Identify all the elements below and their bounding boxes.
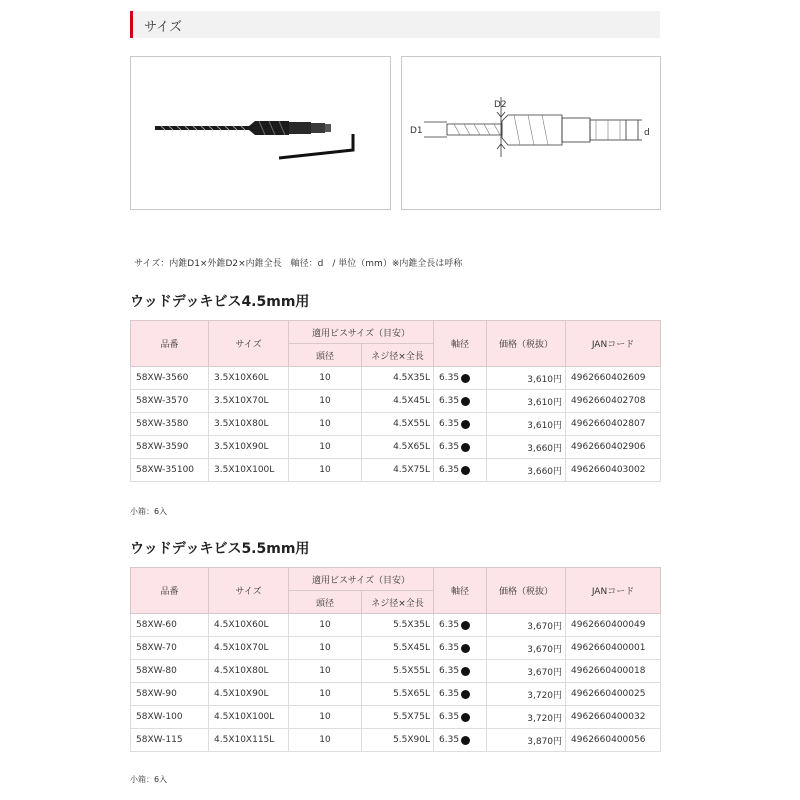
screw-size-cell: 5.5X90L <box>362 729 434 752</box>
size-cell: 3.5X10X60L <box>209 367 289 390</box>
header-part-no: 品番 <box>131 568 209 614</box>
part-number-cell: 58XW-115 <box>131 729 209 752</box>
price-cell: 3,670円 <box>487 637 566 660</box>
drill-bit-photo-icon <box>131 57 392 211</box>
size-cell: 4.5X10X115L <box>209 729 289 752</box>
jan-code-cell: 4962660402708 <box>566 390 661 413</box>
head-diameter-cell: 10 <box>289 459 362 482</box>
table-row <box>131 390 661 413</box>
part-number-cell: 58XW-60 <box>131 614 209 637</box>
spec-table-1 <box>130 320 661 482</box>
jan-code-cell: 4962660400001 <box>566 637 661 660</box>
hex-shank-icon <box>461 690 470 699</box>
screw-size-cell: 5.5X55L <box>362 660 434 683</box>
jan-code-cell: 4962660402807 <box>566 413 661 436</box>
size-cell: 4.5X10X100L <box>209 706 289 729</box>
shaft-cell <box>434 459 487 482</box>
size-note: サイズ：内錐D1×外錐D2×内錐全長 軸径：d / 単位（mm）※内錐全長は呼称 <box>134 259 463 269</box>
jan-code-cell: 4962660402906 <box>566 436 661 459</box>
shaft-cell <box>434 367 487 390</box>
header-screw-group: 適用ビスサイズ（目安） <box>289 321 434 344</box>
table-2-box-note: 小箱：6入 <box>130 775 168 784</box>
header-shaft: 軸径 <box>434 321 487 367</box>
hex-shank-icon <box>461 397 470 406</box>
part-number-cell: 58XW-3570 <box>131 390 209 413</box>
hex-shank-icon <box>461 374 470 383</box>
price-cell: 3,660円 <box>487 459 566 482</box>
jan-code-cell: 4962660400032 <box>566 706 661 729</box>
spec-table-2 <box>130 567 661 752</box>
screw-size-cell: 5.5X65L <box>362 683 434 706</box>
head-diameter-cell: 10 <box>289 390 362 413</box>
screw-size-cell: 4.5X55L <box>362 413 434 436</box>
table-row <box>131 413 661 436</box>
price-cell: 3,870円 <box>487 729 566 752</box>
shaft-cell <box>434 637 487 660</box>
part-number-cell: 58XW-35100 <box>131 459 209 482</box>
size-cell: 4.5X10X70L <box>209 637 289 660</box>
table-2-title: ウッドデッキビス5.5mm用 <box>130 541 310 557</box>
table-1-box-note: 小箱：6入 <box>130 507 168 516</box>
header-size: サイズ <box>209 568 289 614</box>
part-number-cell: 58XW-90 <box>131 683 209 706</box>
part-number-cell: 58XW-70 <box>131 637 209 660</box>
table-row <box>131 436 661 459</box>
table-1-title: ウッドデッキビス4.5mm用 <box>130 294 310 310</box>
header-screw-group: 適用ビスサイズ（目安） <box>289 568 434 591</box>
hex-shank-icon <box>461 443 470 452</box>
size-cell: 4.5X10X90L <box>209 683 289 706</box>
head-diameter-cell: 10 <box>289 706 362 729</box>
table-row <box>131 706 661 729</box>
shaft-cell <box>434 660 487 683</box>
shaft-cell <box>434 729 487 752</box>
screw-size-cell: 5.5X45L <box>362 637 434 660</box>
part-number-cell: 58XW-3560 <box>131 367 209 390</box>
screw-size-cell: 4.5X75L <box>362 459 434 482</box>
table-1-body <box>131 367 661 482</box>
size-cell: 3.5X10X80L <box>209 413 289 436</box>
table-row <box>131 683 661 706</box>
table-row <box>131 660 661 683</box>
shaft-value: 6.35 <box>439 689 460 699</box>
product-photo <box>130 56 391 210</box>
head-diameter-cell: 10 <box>289 729 362 752</box>
screw-size-cell: 5.5X75L <box>362 706 434 729</box>
header-jan: JANコード <box>566 321 661 367</box>
table-row <box>131 614 661 637</box>
table-row <box>131 729 661 752</box>
shaft-value: 6.35 <box>439 373 460 383</box>
head-diameter-cell: 10 <box>289 413 362 436</box>
shaft-value: 6.35 <box>439 442 460 452</box>
table-row <box>131 637 661 660</box>
jan-code-cell: 4962660400018 <box>566 660 661 683</box>
head-diameter-cell: 10 <box>289 367 362 390</box>
part-number-cell: 58XW-100 <box>131 706 209 729</box>
screw-size-cell: 5.5X35L <box>362 614 434 637</box>
table-2-body <box>131 614 661 752</box>
part-number-cell: 58XW-3590 <box>131 436 209 459</box>
shaft-cell <box>434 436 487 459</box>
screw-size-cell: 4.5X45L <box>362 390 434 413</box>
shaft-value: 6.35 <box>439 620 460 630</box>
hex-shank-icon <box>461 466 470 475</box>
header-price: 価格（税抜） <box>487 568 566 614</box>
section-header <box>130 11 660 38</box>
head-diameter-cell: 10 <box>289 637 362 660</box>
header-screw-len: ネジ径×全長 <box>362 591 434 614</box>
header-shaft: 軸径 <box>434 568 487 614</box>
jan-code-cell: 4962660400025 <box>566 683 661 706</box>
price-cell: 3,660円 <box>487 436 566 459</box>
price-cell: 3,670円 <box>487 614 566 637</box>
shaft-value: 6.35 <box>439 735 460 745</box>
price-cell: 3,610円 <box>487 390 566 413</box>
shaft-value: 6.35 <box>439 419 460 429</box>
header-part-no: 品番 <box>131 321 209 367</box>
shaft-value: 6.35 <box>439 643 460 653</box>
shaft-cell <box>434 413 487 436</box>
price-cell: 3,610円 <box>487 413 566 436</box>
size-cell: 3.5X10X100L <box>209 459 289 482</box>
screw-size-cell: 4.5X65L <box>362 436 434 459</box>
header-head-dia: 頭径 <box>289 344 362 367</box>
shaft-value: 6.35 <box>439 666 460 676</box>
jan-code-cell: 4962660400056 <box>566 729 661 752</box>
dimension-drawing-icon <box>402 57 662 211</box>
screw-size-cell: 4.5X35L <box>362 367 434 390</box>
head-diameter-cell: 10 <box>289 614 362 637</box>
hex-shank-icon <box>461 713 470 722</box>
part-number-cell: 58XW-3580 <box>131 413 209 436</box>
hex-shank-icon <box>461 420 470 429</box>
price-cell: 3,610円 <box>487 367 566 390</box>
header-head-dia: 頭径 <box>289 591 362 614</box>
header-price: 価格（税抜） <box>487 321 566 367</box>
price-cell: 3,720円 <box>487 683 566 706</box>
shaft-cell <box>434 390 487 413</box>
jan-code-cell: 4962660403002 <box>566 459 661 482</box>
size-cell: 3.5X10X70L <box>209 390 289 413</box>
hex-shank-icon <box>461 644 470 653</box>
size-cell: 3.5X10X90L <box>209 436 289 459</box>
d-label: d <box>644 128 650 138</box>
head-diameter-cell: 10 <box>289 660 362 683</box>
head-diameter-cell: 10 <box>289 436 362 459</box>
hex-shank-icon <box>461 667 470 676</box>
size-cell: 4.5X10X60L <box>209 614 289 637</box>
header-size: サイズ <box>209 321 289 367</box>
part-number-cell: 58XW-80 <box>131 660 209 683</box>
section-title: サイズ <box>144 20 182 35</box>
hex-shank-icon <box>461 621 470 630</box>
shaft-cell <box>434 706 487 729</box>
shaft-value: 6.35 <box>439 465 460 475</box>
table-row <box>131 367 661 390</box>
hex-shank-icon <box>461 736 470 745</box>
price-cell: 3,670円 <box>487 660 566 683</box>
head-diameter-cell: 10 <box>289 683 362 706</box>
price-cell: 3,720円 <box>487 706 566 729</box>
jan-code-cell: 4962660402609 <box>566 367 661 390</box>
d1-label: D1 <box>410 126 423 136</box>
shaft-cell <box>434 614 487 637</box>
header-jan: JANコード <box>566 568 661 614</box>
dimension-diagram <box>401 56 661 210</box>
d2-label: D2 <box>494 100 507 110</box>
table-row <box>131 459 661 482</box>
header-screw-len: ネジ径×全長 <box>362 344 434 367</box>
shaft-value: 6.35 <box>439 712 460 722</box>
shaft-value: 6.35 <box>439 396 460 406</box>
jan-code-cell: 4962660400049 <box>566 614 661 637</box>
shaft-cell <box>434 683 487 706</box>
size-cell: 4.5X10X80L <box>209 660 289 683</box>
